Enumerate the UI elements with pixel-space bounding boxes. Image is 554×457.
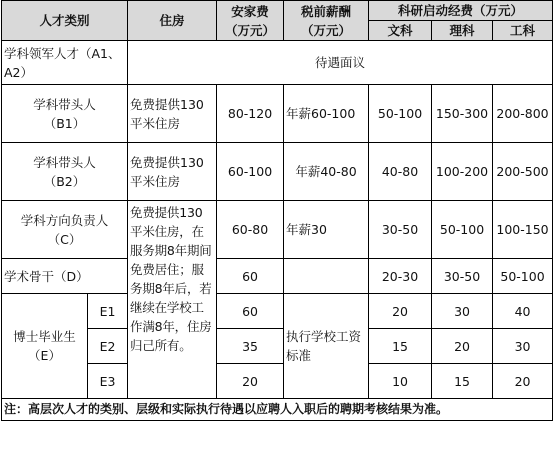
row-d-settle-fee: 60 — [217, 259, 284, 294]
row-b2-engineering: 200-500 — [493, 143, 553, 201]
row-c-salary: 年薪30 — [284, 201, 369, 259]
row-e1-liberal: 20 — [369, 294, 432, 329]
talent-table-container — [1, 0, 552, 456]
row-b2-settle-fee: 60-100 — [217, 143, 284, 201]
row-b1-science: 150-300 — [432, 85, 493, 143]
header-research-funding: 科研启动经费（万元） — [369, 1, 553, 21]
row-c-liberal: 30-50 — [369, 201, 432, 259]
row-e2-engineering: 30 — [493, 329, 553, 364]
row-b1-engineering: 200-800 — [493, 85, 553, 143]
header-settle-fee: 安家费 （万元） — [217, 1, 284, 41]
row-c-science: 50-100 — [432, 201, 493, 259]
row-e-category: 博士毕业生 （E） — [2, 294, 88, 399]
header-salary: 税前薪酬 （万元） — [284, 1, 369, 41]
row-a-category: 学科领军人才（A1、A2） — [2, 41, 128, 85]
header-housing: 住房 — [128, 1, 217, 41]
row-c-housing: 免费提供130平米住房，在服务期8年期间免费居住；服务期8年后，若继续在学校工作满8年，住房归己所有。 — [128, 201, 217, 399]
row-b1-salary: 年薪60-100 — [284, 85, 369, 143]
row-d-liberal: 20-30 — [369, 259, 432, 294]
row-b2-salary: 年薪40-80 — [284, 143, 369, 201]
row-e2-science: 20 — [432, 329, 493, 364]
header-category: 人才类别 — [2, 1, 128, 41]
table-footnote: 注：高层次人才的类别、层级和实际执行待遇以应聘人入职后的聘期考核结果为准。 — [2, 399, 553, 421]
row-a-negotiable: 待遇面议 — [128, 41, 553, 85]
row-b1-category: 学科带头人 （B1） — [2, 85, 128, 143]
row-b2-science: 100-200 — [432, 143, 493, 201]
row-e1-engineering: 40 — [493, 294, 553, 329]
row-e2-liberal: 15 — [369, 329, 432, 364]
row-e3-level: E3 — [88, 364, 128, 399]
row-d-category: 学术骨干（D） — [2, 259, 128, 294]
row-d-engineering: 50-100 — [493, 259, 553, 294]
row-b1-housing: 免费提供130平米住房 — [128, 85, 217, 143]
header-science: 理科 — [432, 21, 493, 41]
row-e3-engineering: 20 — [493, 364, 553, 399]
row-d-science: 30-50 — [432, 259, 493, 294]
row-b2-liberal: 40-80 — [369, 143, 432, 201]
row-e3-science: 15 — [432, 364, 493, 399]
row-e1-science: 30 — [432, 294, 493, 329]
row-e1-settle-fee: 60 — [217, 294, 284, 329]
row-b2-category: 学科带头人 （B2） — [2, 143, 128, 201]
row-e3-liberal: 10 — [369, 364, 432, 399]
row-e3-settle-fee: 20 — [217, 364, 284, 399]
row-c-category: 学科方向负责人 （C） — [2, 201, 128, 259]
row-b2-housing: 免费提供130平米住房 — [128, 143, 217, 201]
header-engineering: 工科 — [493, 21, 553, 41]
row-e2-settle-fee: 35 — [217, 329, 284, 364]
row-c-engineering: 100-150 — [493, 201, 553, 259]
talent-benefits-table — [1, 0, 553, 421]
row-d-salary — [284, 259, 369, 294]
row-b1-liberal: 50-100 — [369, 85, 432, 143]
row-b1-settle-fee: 80-120 — [217, 85, 284, 143]
row-e2-level: E2 — [88, 329, 128, 364]
row-c-settle-fee: 60-80 — [217, 201, 284, 259]
row-e1-level: E1 — [88, 294, 128, 329]
header-liberal-arts: 文科 — [369, 21, 432, 41]
row-e-salary: 执行学校工资标准 — [284, 294, 369, 399]
